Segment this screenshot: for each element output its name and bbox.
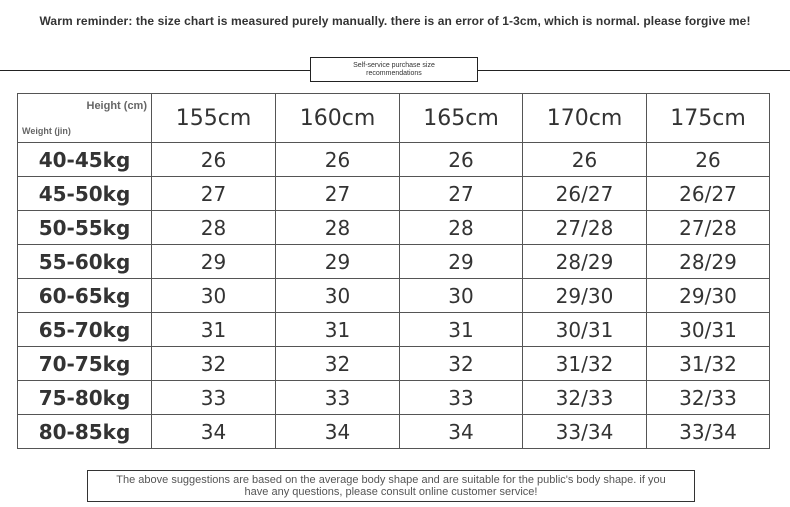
size-cell: 29 bbox=[152, 245, 276, 279]
size-cell: 34 bbox=[400, 415, 523, 449]
size-cell: 30/31 bbox=[523, 313, 647, 347]
height-header: 155cm bbox=[152, 94, 276, 143]
table-row bbox=[18, 279, 770, 313]
size-cell: 31 bbox=[152, 313, 276, 347]
size-cell: 32/33 bbox=[647, 381, 770, 415]
size-cell: 33 bbox=[152, 381, 276, 415]
height-header: 160cm bbox=[276, 94, 400, 143]
weight-range-cell: 80-85kg bbox=[18, 415, 152, 449]
size-recommendation-title bbox=[310, 57, 478, 82]
size-cell: 32/33 bbox=[523, 381, 647, 415]
suggestion-note bbox=[87, 470, 695, 502]
size-cell: 26/27 bbox=[523, 177, 647, 211]
weight-range-cell: 50-55kg bbox=[18, 211, 152, 245]
size-cell: 30/31 bbox=[647, 313, 770, 347]
size-cell: 31 bbox=[276, 313, 400, 347]
size-cell: 26 bbox=[400, 143, 523, 177]
table-row bbox=[18, 245, 770, 279]
height-header: 170cm bbox=[523, 94, 647, 143]
size-cell: 33/34 bbox=[523, 415, 647, 449]
size-cell: 28 bbox=[152, 211, 276, 245]
size-cell: 29/30 bbox=[523, 279, 647, 313]
size-cell: 32 bbox=[152, 347, 276, 381]
size-cell: 28/29 bbox=[523, 245, 647, 279]
weight-range-cell: 45-50kg bbox=[18, 177, 152, 211]
size-cell: 29 bbox=[276, 245, 400, 279]
height-header: 175cm bbox=[647, 94, 770, 143]
weight-range-cell: 70-75kg bbox=[18, 347, 152, 381]
size-cell: 28 bbox=[400, 211, 523, 245]
table-row bbox=[18, 415, 770, 449]
size-cell: 27/28 bbox=[647, 211, 770, 245]
size-cell: 33 bbox=[276, 381, 400, 415]
size-cell: 30 bbox=[400, 279, 523, 313]
size-cell: 31/32 bbox=[523, 347, 647, 381]
size-cell: 34 bbox=[276, 415, 400, 449]
size-cell: 29 bbox=[400, 245, 523, 279]
size-cell: 29/30 bbox=[647, 279, 770, 313]
header-row bbox=[18, 94, 770, 143]
size-cell: 26 bbox=[647, 143, 770, 177]
warm-reminder: Warm reminder: the size chart is measured purely manually. there is an error of 1-3cm, which is normal. please forgive me! bbox=[39, 14, 751, 28]
table-row bbox=[18, 347, 770, 381]
size-cell: 34 bbox=[152, 415, 276, 449]
weight-axis-label: Weight (jin) bbox=[22, 126, 71, 136]
size-cell: 26/27 bbox=[647, 177, 770, 211]
size-cell: 33 bbox=[400, 381, 523, 415]
size-cell: 27/28 bbox=[523, 211, 647, 245]
weight-range-cell: 75-80kg bbox=[18, 381, 152, 415]
table-row bbox=[18, 211, 770, 245]
size-cell: 27 bbox=[276, 177, 400, 211]
title-line-2: recommendations bbox=[366, 69, 422, 77]
table-row bbox=[18, 313, 770, 347]
size-cell: 26 bbox=[523, 143, 647, 177]
size-cell: 31/32 bbox=[647, 347, 770, 381]
size-cell: 26 bbox=[276, 143, 400, 177]
size-cell: 31 bbox=[400, 313, 523, 347]
table-row bbox=[18, 177, 770, 211]
height-header: 165cm bbox=[400, 94, 523, 143]
height-axis-label: Height (cm) bbox=[86, 100, 147, 112]
size-cell: 27 bbox=[152, 177, 276, 211]
weight-range-cell: 55-60kg bbox=[18, 245, 152, 279]
size-cell: 30 bbox=[152, 279, 276, 313]
size-cell: 32 bbox=[276, 347, 400, 381]
table-row bbox=[18, 143, 770, 177]
size-cell: 28 bbox=[276, 211, 400, 245]
size-cell: 28/29 bbox=[647, 245, 770, 279]
size-cell: 32 bbox=[400, 347, 523, 381]
title-line-1: Self-service purchase size bbox=[353, 61, 435, 69]
size-cell: 33/34 bbox=[647, 415, 770, 449]
size-cell: 30 bbox=[276, 279, 400, 313]
weight-range-cell: 40-45kg bbox=[18, 143, 152, 177]
suggestion-note-text: The above suggestions are based on the average body shape and are suitable for the public's body shape. if you have any questions, please consult online customer service! bbox=[116, 474, 666, 498]
size-chart-table bbox=[17, 93, 770, 449]
corner-cell bbox=[18, 94, 152, 143]
size-cell: 27 bbox=[400, 177, 523, 211]
weight-range-cell: 60-65kg bbox=[18, 279, 152, 313]
table-row bbox=[18, 381, 770, 415]
weight-range-cell: 65-70kg bbox=[18, 313, 152, 347]
size-cell: 26 bbox=[152, 143, 276, 177]
